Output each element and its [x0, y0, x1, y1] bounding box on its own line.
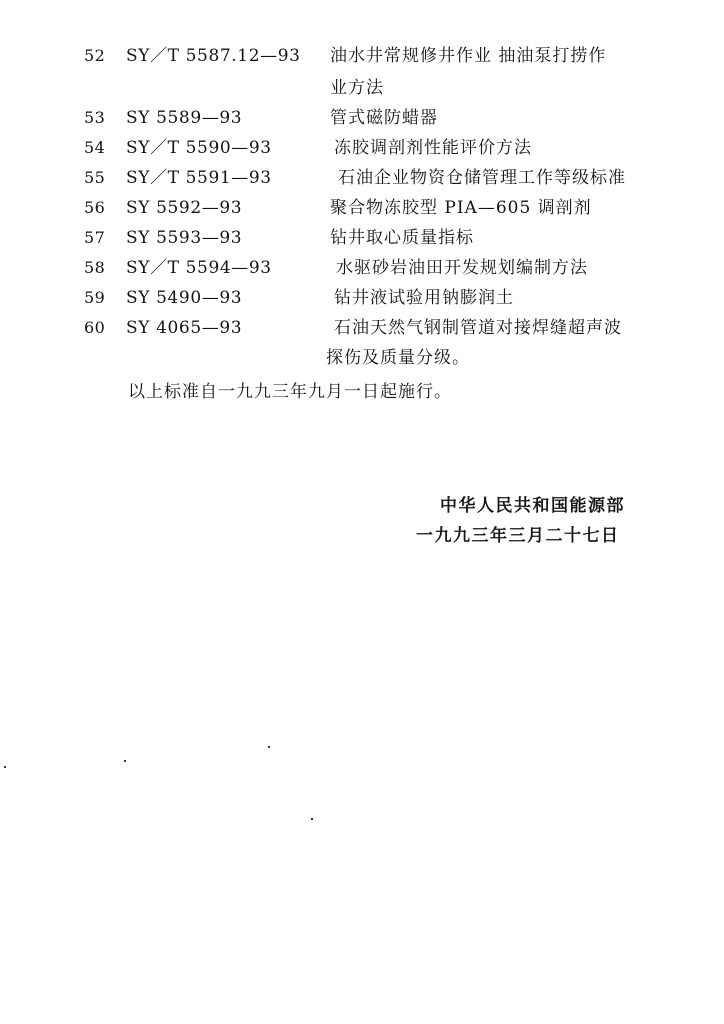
standard-code: SY 5490—93 [126, 288, 243, 308]
standard-code: SY 5593—93 [126, 228, 243, 248]
standard-title-continuation: 业方法 [330, 78, 384, 98]
standard-row [0, 44, 724, 74]
standard-code: SY／T 5591—93 [126, 168, 272, 188]
standard-row [0, 196, 724, 226]
standard-number: 55 [84, 168, 106, 187]
issue-date: 一九九三年三月二十七日 [416, 526, 620, 546]
scan-speck [268, 746, 270, 748]
standard-number: 58 [84, 258, 106, 277]
standard-code: SY 4065—93 [126, 318, 243, 338]
standard-title: 水驱砂岩油田开发规划编制方法 [336, 258, 588, 278]
standard-title: 聚合物冻胶型 PIA—605 调剖剂 [330, 198, 592, 218]
standard-title: 石油企业物资仓储管理工作等级标准 [338, 168, 626, 188]
standard-code: SY 5589—93 [126, 108, 243, 128]
scan-speck [311, 818, 313, 820]
standard-code: SY 5592—93 [126, 198, 243, 218]
standard-code: SY／T 5587.12—93 [126, 46, 301, 66]
issuing-authority: 中华人民共和国能源部 [440, 496, 625, 516]
scan-speck [4, 766, 6, 768]
standard-row [0, 256, 724, 286]
standard-number: 52 [84, 46, 106, 65]
standard-title: 钻井取心质量指标 [330, 228, 474, 248]
standard-number: 54 [84, 138, 106, 157]
standard-row [0, 286, 724, 316]
standard-row [0, 316, 724, 346]
standard-title: 管式磁防蜡器 [330, 108, 438, 128]
standard-number: 59 [84, 288, 106, 307]
standard-row [0, 106, 724, 136]
standard-title: 油水井常规修井作业 抽油泵打捞作 [330, 46, 607, 66]
standard-number: 60 [84, 318, 106, 337]
effective-date-notice: 以上标准自一九九三年九月一日起施行。 [128, 382, 452, 402]
standard-number: 57 [84, 228, 106, 247]
standard-title: 冻胶调剖剂性能评价方法 [334, 138, 532, 158]
standard-code: SY／T 5590—93 [126, 138, 272, 158]
standard-row [0, 226, 724, 256]
standard-title: 钻井液试验用钠膨润土 [334, 288, 514, 308]
standard-title: 石油天然气钢制管道对接焊缝超声波 [334, 318, 622, 338]
standard-code: SY／T 5594—93 [126, 258, 272, 278]
standard-row [0, 166, 724, 196]
standard-number: 56 [84, 198, 106, 217]
standard-number: 53 [84, 108, 106, 127]
standard-row [0, 136, 724, 166]
scan-speck [124, 760, 126, 762]
standard-title-continuation: 探伤及质量分级。 [326, 348, 470, 368]
